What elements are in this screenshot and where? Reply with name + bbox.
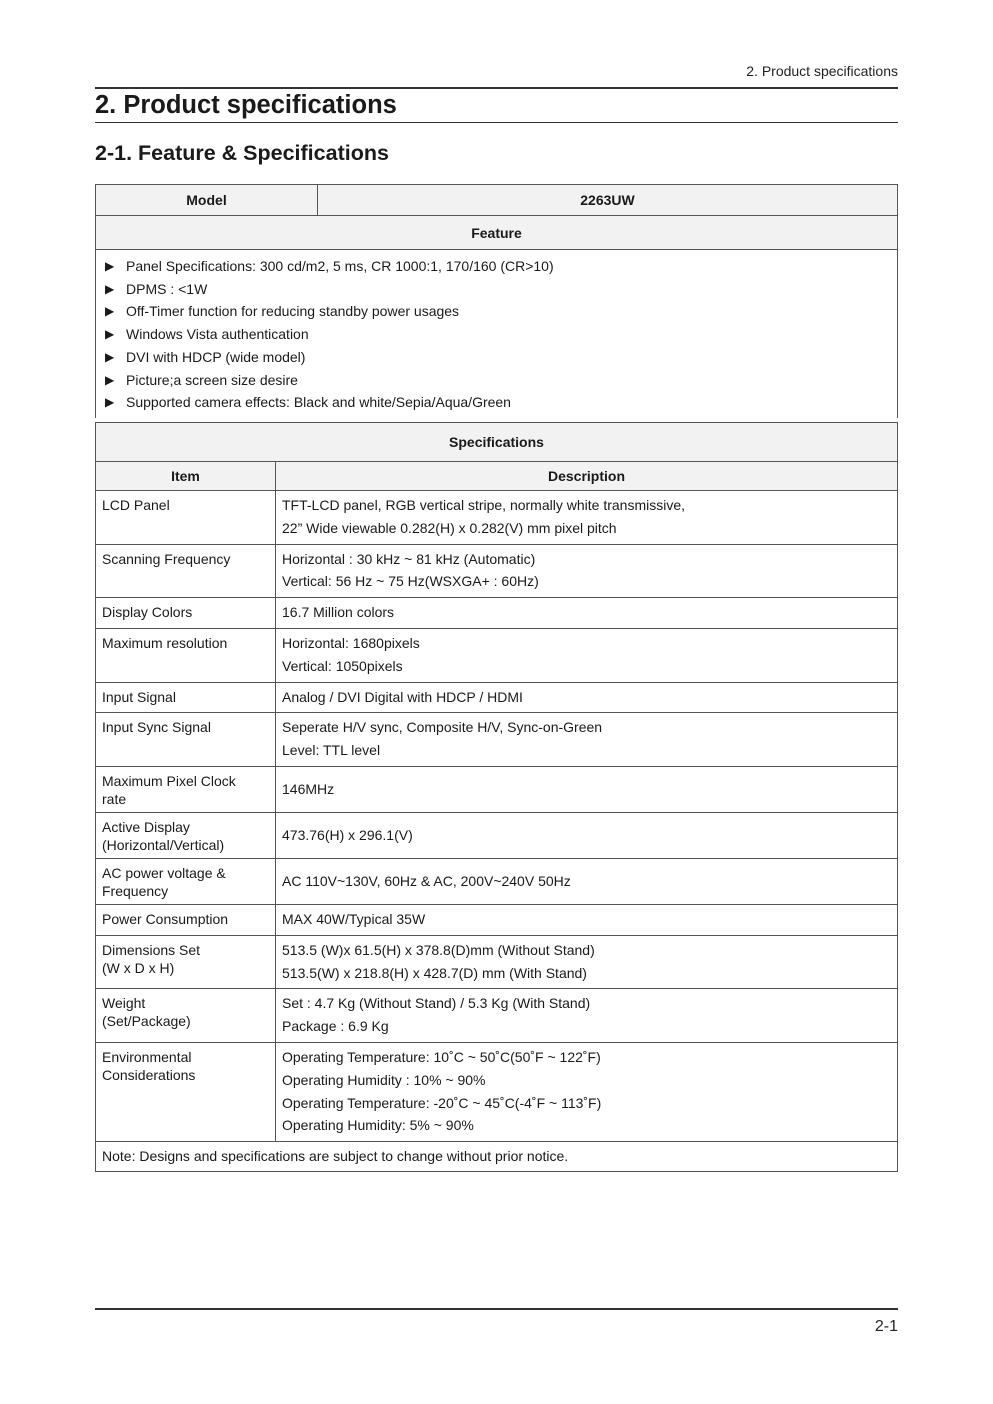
spec-description-text: 473.76(H) x 296.1(V)	[282, 826, 413, 843]
spec-description-text: 513.5 (W)x 61.5(H) x 378.8(D)mm (Without Stand)	[282, 941, 595, 958]
spec-item-cell	[96, 1042, 276, 1141]
spec-item-cell	[96, 598, 276, 629]
spec-description-text: Operating Temperature: -20˚C ~ 45˚C(-4˚F ~ 113˚F)	[282, 1094, 602, 1111]
spec-description-cell	[276, 935, 898, 989]
spec-item-cell	[96, 544, 276, 598]
feature-header-row	[96, 216, 898, 250]
page-number: 2-1	[874, 1318, 898, 1335]
spec-item-text: AC power voltage &	[102, 864, 226, 881]
note-row	[96, 1142, 898, 1172]
model-feature-table	[95, 184, 898, 418]
feature-text: DPMS : <1W	[126, 280, 208, 297]
spec-row	[96, 904, 898, 935]
feature-item	[104, 323, 897, 346]
spec-description-text: Seperate H/V sync, Composite H/V, Sync-on-Green	[282, 719, 603, 736]
spec-description-cell	[276, 989, 898, 1043]
spec-item-text: Weight	[102, 995, 146, 1012]
specifications-table	[95, 422, 898, 1172]
spec-item-text: Maximum resolution	[102, 634, 228, 651]
triangle-right-bullet-icon: ▶	[105, 327, 115, 342]
spec-description-text: TFT-LCD panel, RGB vertical stripe, normally white transmissive,	[282, 497, 685, 513]
feature-header-cell: Feature	[96, 216, 898, 250]
spec-item-text: Input Sync Signal	[102, 719, 211, 736]
spec-description-text: Operating Humidity: 5% ~ 90%	[282, 1117, 474, 1134]
feature-item	[104, 346, 897, 369]
feature-item	[104, 369, 897, 392]
model-row	[96, 185, 898, 216]
feature-item	[104, 255, 897, 278]
spec-item-text: rate	[102, 790, 127, 807]
spec-description-text: 513.5(W) x 218.8(H) x 428.7(D) mm (With Stand)	[282, 964, 587, 981]
spec-item-cell	[96, 935, 276, 989]
spec-description-text: Operating Humidity : 10% ~ 90%	[282, 1071, 486, 1088]
spec-item-text: (Set/Package)	[102, 1013, 191, 1030]
spec-row	[96, 935, 898, 989]
feature-text: Picture;a screen size desire	[126, 371, 298, 388]
spec-description-cell	[276, 628, 898, 682]
feature-list-cell	[96, 250, 898, 418]
footer-rule	[95, 1308, 898, 1310]
feature-text: DVI with HDCP (wide model)	[126, 348, 306, 365]
spec-row	[96, 812, 898, 858]
spec-description-cell	[276, 713, 898, 767]
spec-description-cell	[276, 1042, 898, 1141]
spec-item-text: Input Signal	[102, 688, 176, 705]
spec-description-text: Level: TTL level	[282, 742, 381, 759]
spec-description-text: Operating Temperature: 10˚C ~ 50˚C(50˚F ~ 122˚F)	[282, 1048, 601, 1065]
spec-description-text: Package : 6.9 Kg	[282, 1018, 389, 1035]
spec-description-text: MAX 40W/Typical 35W	[282, 910, 426, 927]
spec-row	[96, 766, 898, 812]
spec-row	[96, 682, 898, 713]
feature-text: Windows Vista authentication	[126, 326, 309, 343]
feature-text: Panel Specifications: 300 cd/m2, 5 ms, CR 1000:1, 170/160 (CR>10)	[126, 258, 554, 274]
spec-row	[96, 858, 898, 904]
feature-item	[104, 278, 897, 301]
spec-item-text: Scanning Frequency	[102, 550, 231, 567]
spec-description-cell	[276, 491, 898, 545]
spec-item-cell	[96, 682, 276, 713]
feature-item	[104, 300, 897, 323]
spec-description-cell	[276, 904, 898, 935]
spec-description-cell	[276, 598, 898, 629]
feature-text: Off-Timer function for reducing standby power usages	[126, 303, 460, 320]
triangle-right-bullet-icon: ▶	[105, 372, 115, 387]
model-value-cell: 2263UW	[318, 185, 898, 216]
spec-row	[96, 491, 898, 545]
spec-item-text: Display Colors	[102, 604, 193, 621]
spec-item-text: Maximum Pixel Clock	[102, 772, 236, 789]
spec-description-text: AC 110V~130V, 60Hz & AC, 200V~240V 50Hz	[282, 872, 571, 889]
model-label-cell: Model	[96, 185, 318, 216]
spec-description-text: Vertical: 1050pixels	[282, 657, 403, 674]
feature-item	[104, 391, 897, 414]
spec-item-text: Frequency	[102, 882, 169, 899]
spec-row	[96, 628, 898, 682]
spec-description-cell	[276, 812, 898, 858]
spec-item-cell	[96, 766, 276, 812]
spec-item-text: LCD Panel	[102, 497, 170, 513]
spec-description-text: Analog / DVI Digital with HDCP / HDMI	[282, 688, 523, 705]
spec-description-text: 16.7 Million colors	[282, 604, 395, 621]
note-cell: Note: Designs and specifications are subject to change without prior notice.	[96, 1142, 898, 1172]
spec-item-text: Environmental	[102, 1048, 192, 1065]
spec-description-text: 22” Wide viewable 0.282(H) x 0.282(V) mm pixel pitch	[282, 519, 617, 536]
spec-row	[96, 598, 898, 629]
spec-item-text: Power Consumption	[102, 910, 229, 927]
spec-row	[96, 989, 898, 1043]
spec-row	[96, 1042, 898, 1141]
spec-rows	[96, 491, 898, 1142]
feature-list	[104, 255, 897, 414]
feature-list-row	[96, 250, 898, 418]
section-title: 2-1. Feature & Specifications	[95, 141, 389, 165]
spec-title-cell: Specifications	[96, 423, 898, 462]
spec-item-cell	[96, 491, 276, 545]
spec-row	[96, 544, 898, 598]
spec-item-cell	[96, 812, 276, 858]
item-column-header: Item	[96, 462, 276, 491]
spec-item-text: Considerations	[102, 1066, 196, 1083]
spec-item-cell	[96, 713, 276, 767]
spec-item-text: Dimensions Set	[102, 941, 201, 958]
spec-item-cell	[96, 904, 276, 935]
spec-description-text: Horizontal: 1680pixels	[282, 634, 420, 651]
triangle-right-bullet-icon: ▶	[105, 304, 115, 319]
spec-description-cell	[276, 544, 898, 598]
spec-description-cell	[276, 682, 898, 713]
spec-description-text: Set : 4.7 Kg (Without Stand) / 5.3 Kg (With Stand)	[282, 995, 591, 1012]
spec-description-cell	[276, 858, 898, 904]
triangle-right-bullet-icon: ▶	[105, 281, 115, 296]
spec-item-cell	[96, 628, 276, 682]
triangle-right-bullet-icon: ▶	[105, 349, 115, 364]
running-header: 2. Product specifications	[746, 63, 898, 79]
spec-description-text: Vertical: 56 Hz ~ 75 Hz(WSXGA+ : 60Hz)	[282, 573, 539, 590]
chapter-title: 2. Product specifications	[95, 88, 898, 123]
spec-item-text: Active Display	[102, 818, 190, 835]
spec-description-text: Horizontal : 30 kHz ~ 81 kHz (Automatic)	[282, 550, 536, 567]
spec-item-cell	[96, 858, 276, 904]
spec-description-cell	[276, 766, 898, 812]
description-column-header: Description	[276, 462, 898, 491]
spec-item-text: (W x D x H)	[102, 959, 175, 976]
spec-column-header-row	[96, 462, 898, 491]
spec-item-cell	[96, 989, 276, 1043]
triangle-right-bullet-icon: ▶	[105, 395, 115, 410]
spec-description-text: 146MHz	[282, 780, 335, 797]
spec-row	[96, 713, 898, 767]
feature-text: Supported camera effects: Black and white/Sepia/Aqua/Green	[126, 394, 511, 411]
spec-item-text: (Horizontal/Vertical)	[102, 836, 225, 853]
spec-title-row	[96, 423, 898, 462]
triangle-right-bullet-icon: ▶	[105, 259, 115, 273]
